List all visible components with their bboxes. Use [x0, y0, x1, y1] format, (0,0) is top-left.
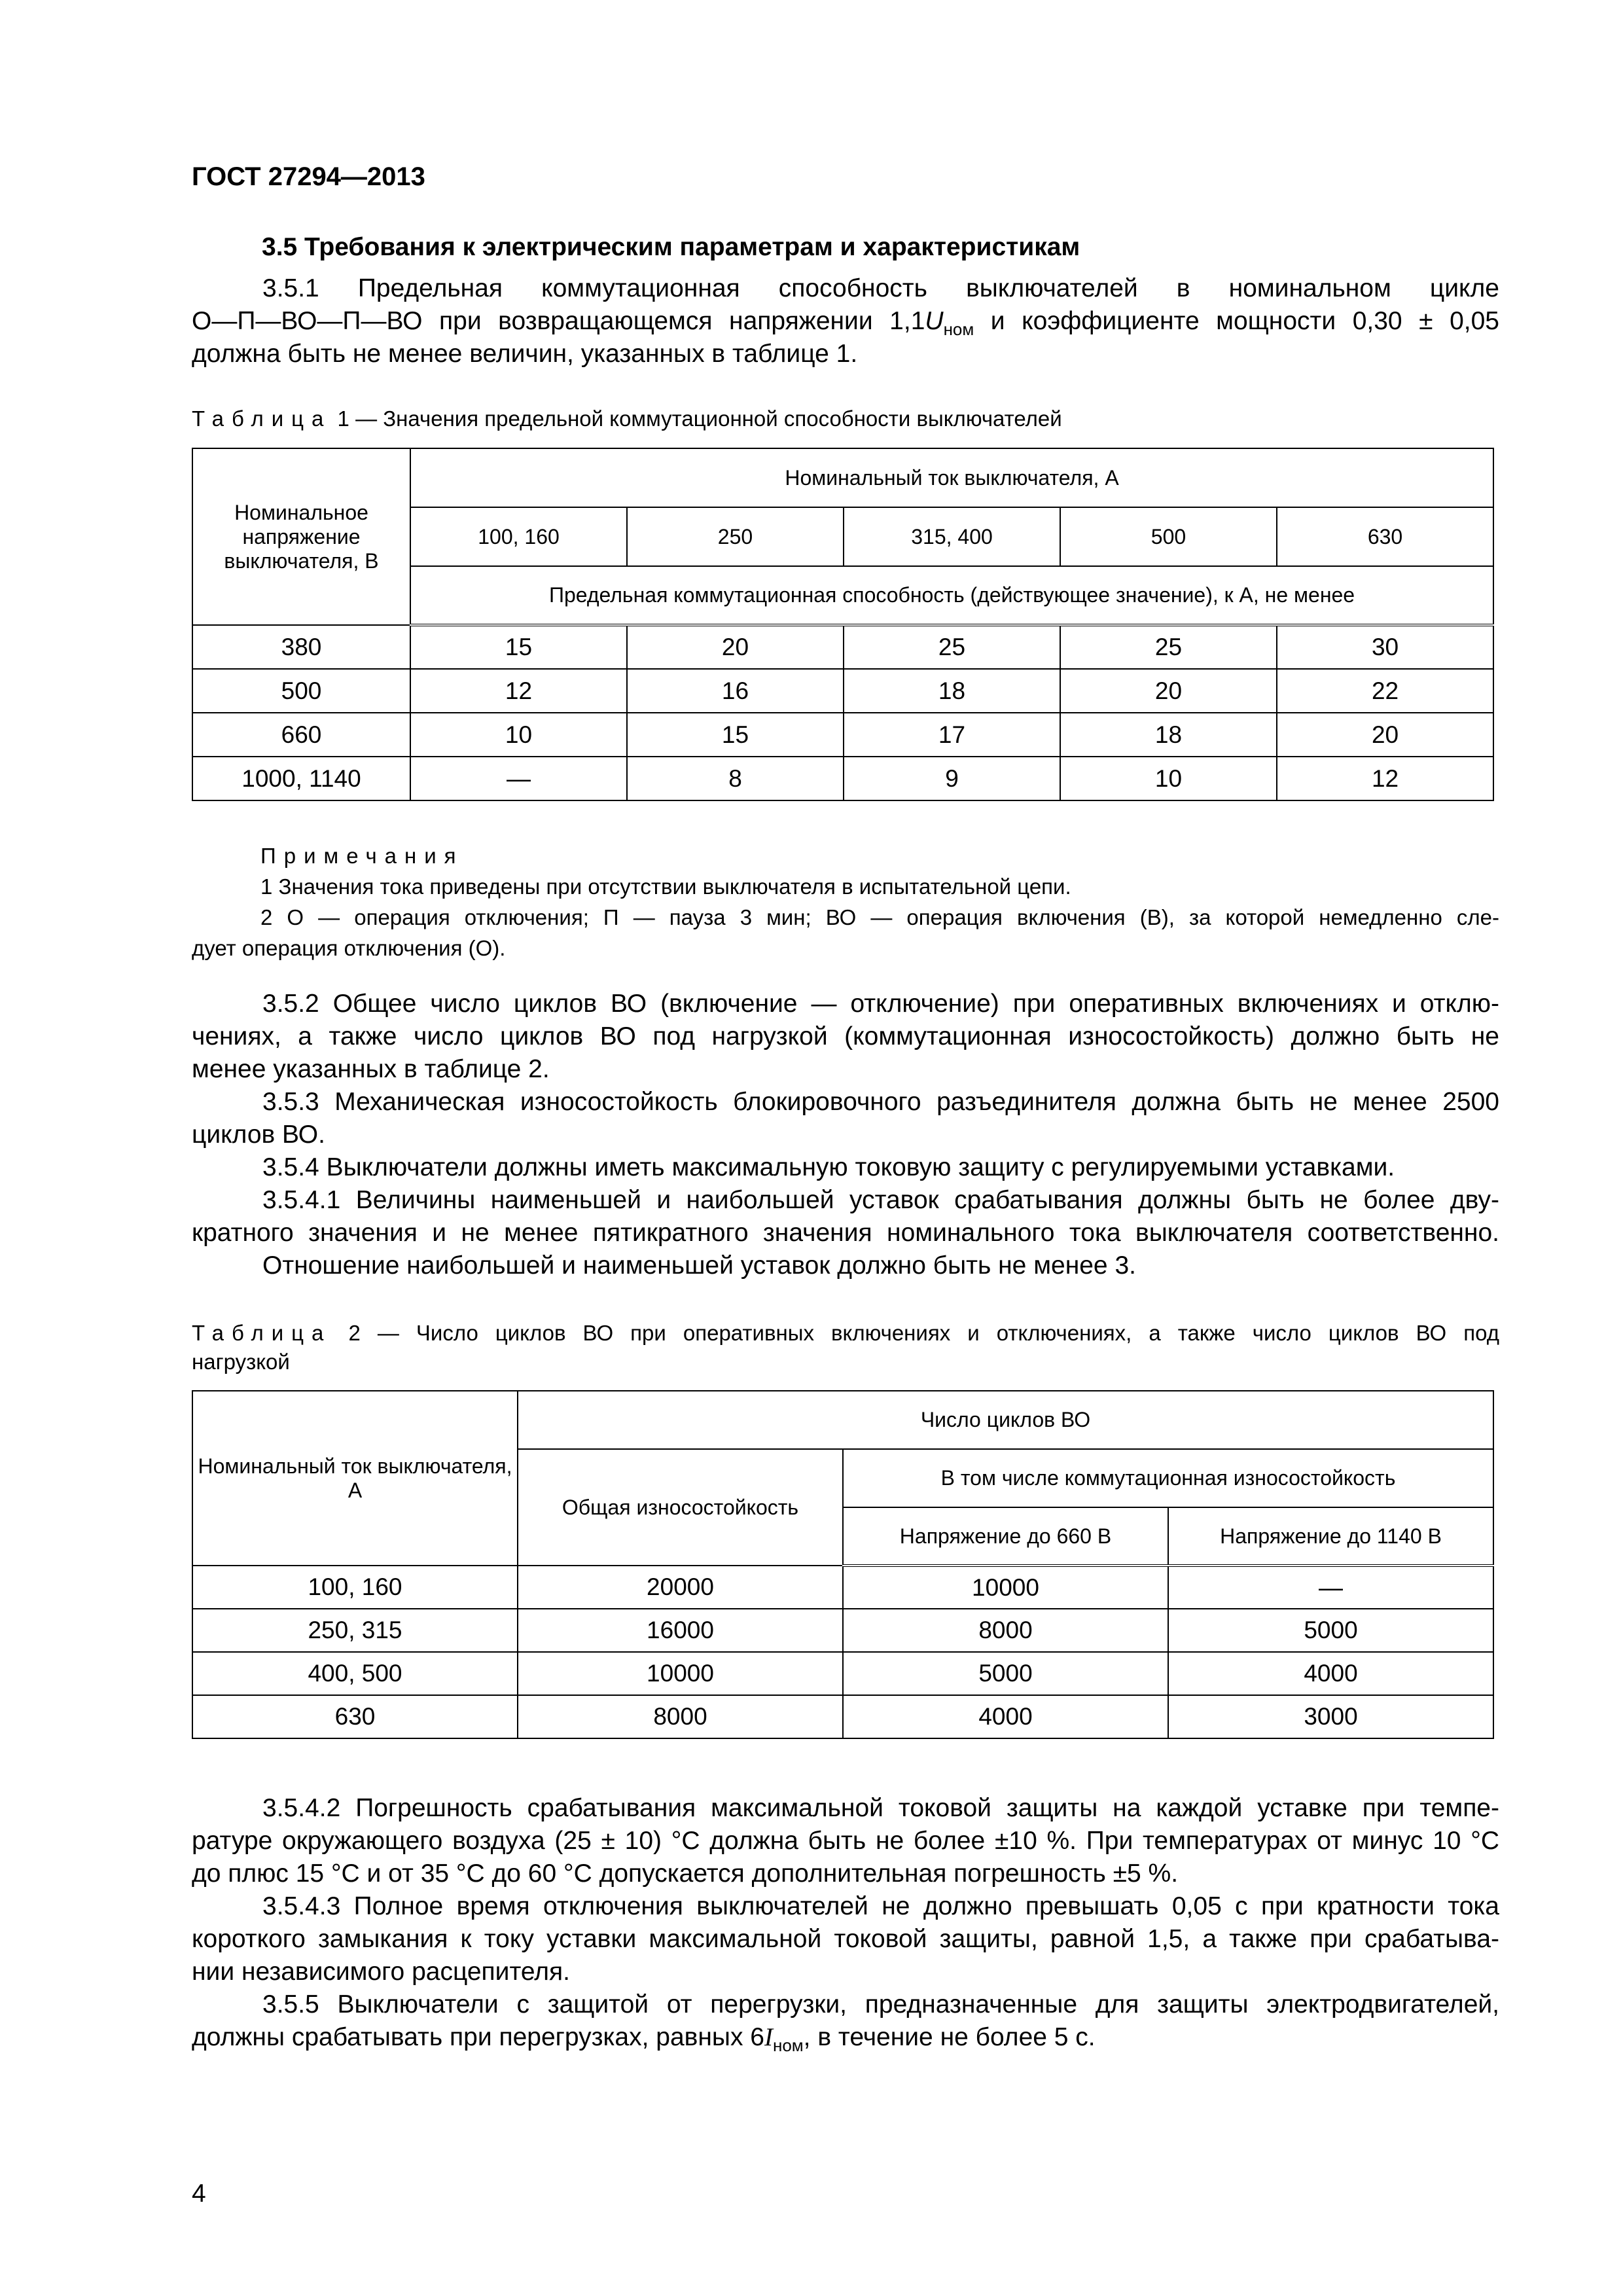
table2-caption-text: 2 — Число циклов ВО при оперативных включениях и отключениях, а также число циклов ВО под: [331, 1321, 1499, 1345]
table-cell: 20000: [518, 1566, 843, 1609]
p355-line2-b: , в течение не более 5 с.: [803, 2023, 1096, 2051]
table-cell: 20: [1277, 713, 1493, 757]
p351-line1: 3.5.1 Предельная коммутационная способность выключателей в номинальном цикле: [262, 274, 1499, 302]
table-cell: 10: [1060, 757, 1277, 800]
table-cell: 500: [192, 669, 410, 713]
table-2: [192, 1390, 1494, 1739]
table-cell: 400, 500: [192, 1652, 518, 1695]
table-cell: 20: [1060, 669, 1277, 713]
table-row: [192, 1609, 1493, 1652]
table1-caption-text: 1 — Значения предельной коммутационной способности выключателей: [331, 406, 1062, 431]
p3543-line3: нии независимого расцепителя.: [192, 1958, 570, 1986]
subscript-nom: ном: [772, 2036, 804, 2055]
p354-line1: 3.5.4 Выключатели должны иметь максимальную токовую защиту с регулируемыми уставками.: [262, 1153, 1395, 1181]
table-cell: —: [1168, 1566, 1493, 1609]
table-cell: 380: [192, 625, 410, 669]
table2-caption-line2: нагрузкой: [192, 1350, 290, 1374]
p351-line3: должна быть не менее величин, указанных в таблице 1.: [192, 340, 858, 368]
p355-line2-a: должны срабатывать при перегрузках, равных 6: [192, 2023, 764, 2051]
table2-caption: [192, 1319, 1499, 1376]
table2-total-header: Общая износостойкость: [518, 1449, 843, 1566]
p3542-line1: 3.5.4.2 Погрешность срабатывания максимальной токовой защиты на каждой уставке при темпе-: [262, 1794, 1499, 1822]
symbol-u: U: [925, 307, 944, 335]
table-cell: 8: [627, 757, 844, 800]
paragraph-3-5-1: [192, 272, 1499, 370]
table-cell: 10: [410, 713, 627, 757]
table-cell: 4000: [843, 1695, 1168, 1738]
table2-v1140-header: Напряжение до 1140 В: [1168, 1507, 1493, 1566]
table-cell: 30: [1277, 625, 1493, 669]
table1-caption-label: Таблица: [192, 406, 332, 431]
table-cell: 25: [1060, 625, 1277, 669]
p352-line3: менее указанных в таблице 2.: [192, 1055, 550, 1083]
table2-caption-label: Таблица: [192, 1321, 332, 1345]
table-cell: 4000: [1168, 1652, 1493, 1695]
table-row: [192, 713, 1493, 757]
notes-block: [192, 840, 1499, 963]
note-1: 1 Значения тока приведены при отсутствии выключателя в испытательной цепи.: [260, 874, 1071, 899]
table-row: [192, 1652, 1493, 1695]
table-cell: 12: [410, 669, 627, 713]
table2-cycles-header: Число циклов ВО: [518, 1391, 1493, 1449]
p3543-line2: короткого замыкания к току уставки максимальной токовой защиты, равной 1,5, а также при срабатыва-: [192, 1925, 1499, 1953]
table-cell: —: [410, 757, 627, 800]
table-cell: 15: [410, 625, 627, 669]
table-cell: 250, 315: [192, 1609, 518, 1652]
table-cell: 8000: [843, 1609, 1168, 1652]
table-cell: 5000: [1168, 1609, 1493, 1652]
p353-line2: циклов ВО.: [192, 1121, 325, 1149]
table1-current-col: 250: [627, 507, 844, 566]
table-cell: 16: [627, 669, 844, 713]
section-title: 3.5 Требования к электрическим параметрам и характеристикам: [262, 233, 1080, 261]
table-cell: 9: [844, 757, 1060, 800]
table-cell: 22: [1277, 669, 1493, 713]
p351-line2: [192, 305, 1499, 338]
table-cell: 660: [192, 713, 410, 757]
table-cell: 12: [1277, 757, 1493, 800]
notes-title: Примечания: [260, 844, 464, 868]
p352-line1: 3.5.2 Общее число циклов ВО (включение — отключение) при оперативных включениях и отклю-: [262, 990, 1499, 1018]
table-cell: 630: [192, 1695, 518, 1738]
table-cell: 15: [627, 713, 844, 757]
table1-current-col: 630: [1277, 507, 1493, 566]
standard-designation: ГОСТ 27294—2013: [192, 162, 425, 191]
p3541-line3: Отношение наибольшей и наименьшей уставок должно быть не менее 3.: [262, 1251, 1136, 1280]
table-row: [192, 669, 1493, 713]
p355-line1: 3.5.5 Выключатели с защитой от перегрузки, предназначенные для защиты электродвигателей,: [262, 1990, 1499, 2018]
table1-current-col: 100, 160: [410, 507, 627, 566]
table-cell: 1000, 1140: [192, 757, 410, 800]
paragraphs-3-5-2-to-3-5-4-1: [192, 988, 1499, 1282]
table-cell: 16000: [518, 1609, 843, 1652]
table-row: [192, 1566, 1493, 1609]
p355-line2: [192, 2021, 1499, 2054]
page-number: 4: [192, 2179, 206, 2208]
table-cell: 25: [844, 625, 1060, 669]
table2-current-header: Номинальный ток выключателя, А: [192, 1391, 518, 1566]
p351-line2-b: и коэффициенте мощности 0,30 ± 0,05: [974, 307, 1499, 335]
table1-capacity-header: Предельная коммутационная способность (действующее значение), к А, не менее: [410, 566, 1493, 625]
p3541-line1: 3.5.4.1 Величины наименьшей и наибольшей уставок срабатывания должны быть не более дву-: [262, 1186, 1499, 1214]
table-cell: 20: [627, 625, 844, 669]
p3542-line2: ратуре окружающего воздуха (25 ± 10) °С должна быть не более ±10 %. При температурах от минус 10 °С: [192, 1827, 1499, 1855]
table-row: [192, 625, 1493, 669]
symbol-i: I: [764, 2023, 773, 2051]
p352-line2: чениях, а также число циклов ВО под нагрузкой (коммутационная износостойкость) должно быть не: [192, 1022, 1499, 1050]
table2-v660-header: Напряжение до 660 В: [843, 1507, 1168, 1566]
table2-caption-line1: [192, 1319, 1499, 1348]
p3543-line1: 3.5.4.3 Полное время отключения выключателей не должно превышать 0,05 с при кратности тока: [262, 1892, 1499, 1920]
table-cell: 18: [844, 669, 1060, 713]
table-1: [192, 448, 1494, 801]
table-cell: 10000: [518, 1652, 843, 1695]
paragraphs-3-5-4-2-to-3-5-5: [192, 1792, 1499, 2054]
table-cell: 5000: [843, 1652, 1168, 1695]
table-cell: 3000: [1168, 1695, 1493, 1738]
note-2-line2: дует операция отключения (О).: [192, 936, 506, 960]
p3541-line2: кратного значения и не менее пятикратного значения номинального тока выключателя соответственно.: [192, 1219, 1499, 1247]
table1-current-header: Номинальный ток выключателя, А: [410, 448, 1493, 507]
table1-current-col: 500: [1060, 507, 1277, 566]
p351-line2-a: О—П—ВО—П—ВО при возвращающемся напряжении 1,1: [192, 307, 925, 335]
subscript-nom: ном: [943, 319, 974, 339]
table-cell: 10000: [843, 1566, 1168, 1609]
table-cell: 100, 160: [192, 1566, 518, 1609]
table2-switching-header: В том числе коммутационная износостойкость: [843, 1449, 1493, 1507]
table-row: [192, 757, 1493, 800]
p353-line1: 3.5.3 Механическая износостойкость блокировочного разъединителя должна быть не менее 2500: [262, 1088, 1499, 1116]
p3542-line3: до плюс 15 °С и от 35 °С до 60 °С допускается дополнительная погрешность ±5 %.: [192, 1859, 1179, 1888]
table-cell: 8000: [518, 1695, 843, 1738]
table1-current-col: 315, 400: [844, 507, 1060, 566]
note-2-line1: 2 О — операция отключения; П — пауза 3 мин; ВО — операция включения (В), за которой немедленно сле-: [260, 905, 1499, 929]
table1-caption: [192, 404, 1499, 433]
table-cell: 18: [1060, 713, 1277, 757]
table-cell: 17: [844, 713, 1060, 757]
table-row: [192, 1695, 1493, 1738]
table1-voltage-header: Номинальное напряжение выключателя, В: [192, 448, 410, 625]
